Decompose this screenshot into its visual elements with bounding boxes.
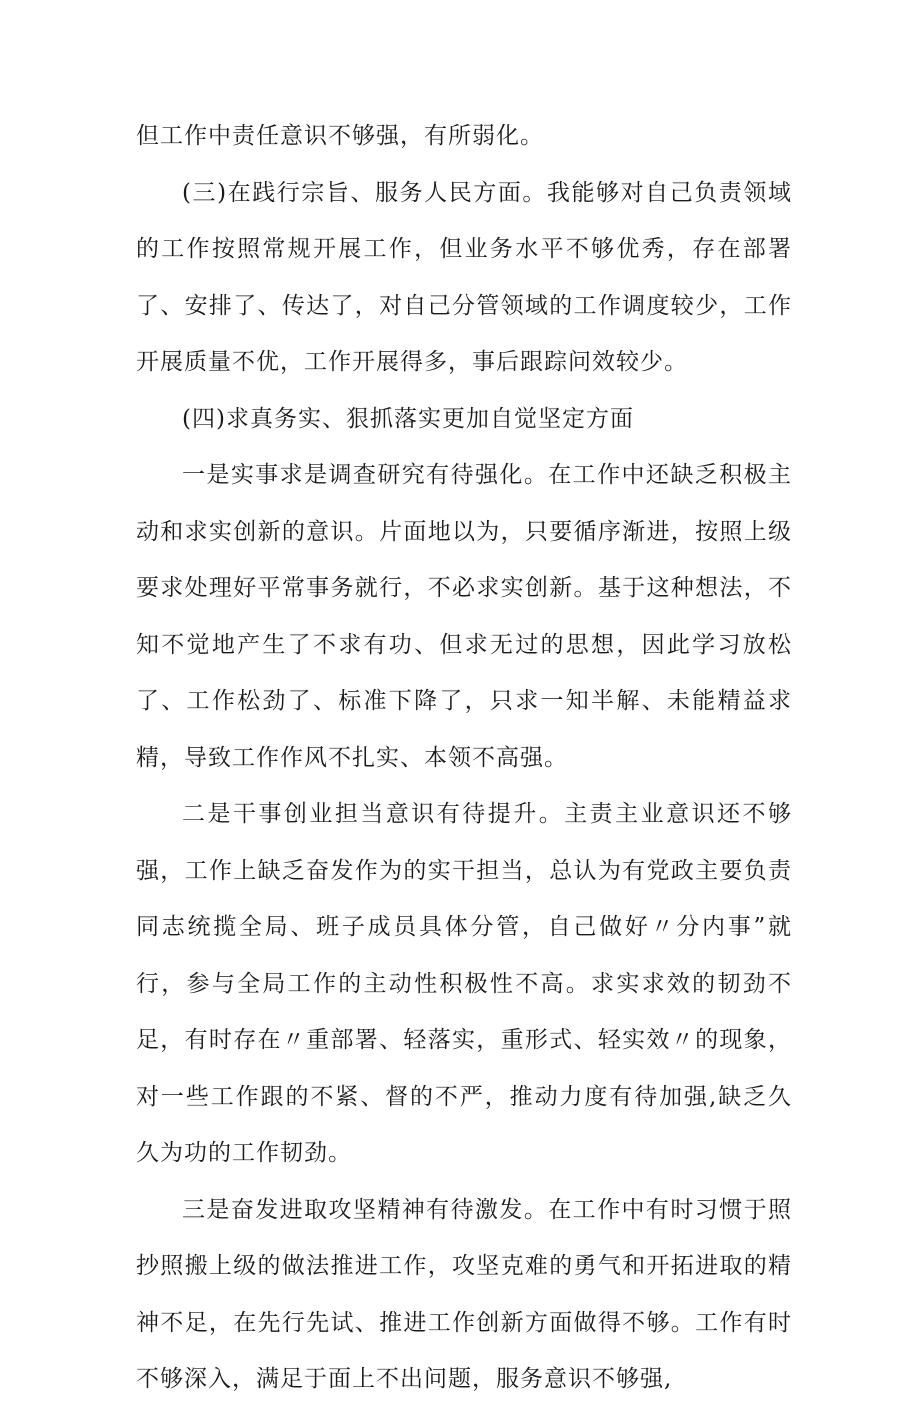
paragraph-point-two: 二是干事创业担当意识有待提升。主责主业意识还不够强，工作上缺乏奋发作为的实干担当，总认为有党政主要负责同志统揽全局、班子成员具体分管，自己做好〃分内事”就行，参与全局工作的主动性积极性不高。求实求效的韧劲不足，有时存在〃重部署、轻落实，重形式、轻实效〃的现象，对一些工作跟的不紧、督的不严，推动力度有待加强,缺乏久久为功的工作韧劲。 xyxy=(136,801,792,1166)
paragraph-point-three: 三是奋发进取攻坚精神有待激发。在工作中有时习惯于照抄照搬上级的做法推进工作，攻坚克难的勇气和开拓进取的精神不足，在先行先试、推进工作创新方面做得不够。工作有时不够深入，满足于面上不出问题，服务意识不够强, xyxy=(136,1196,792,1392)
paragraph-point-one: 一是实事求是调查研究有待强化。在工作中还缺乏积极主动和求实创新的意识。片面地以为，只要循序渐进，按照上级要求处理好平常事务就行，不必求实创新。基于这种想法，不知不觉地产生了不求有功、但求无过的思想，因此学习放松了、工作松劲了、标准下降了，只求一知半解、未能精益求精，导致工作作风不扎实、本领不高强。 xyxy=(136,462,792,771)
section-four-heading: (四)求真务实、狠抓落实更加自觉坚定方面 xyxy=(182,405,634,432)
paragraph-continuation: 但工作中责任意识不够强，有所弱化。 xyxy=(136,123,544,149)
document-body xyxy=(136,108,792,1408)
paragraph-section-three: (三)在践行宗旨、服务人民方面。我能够对自己负责领域的工作按照常规开展工作，但业务水平不够优秀，存在部署了、安排了、传达了，对自己分管领域的工作调度较少，工作开展质量不优，工作开展得多，事后跟踪问效较少。 xyxy=(136,179,792,375)
